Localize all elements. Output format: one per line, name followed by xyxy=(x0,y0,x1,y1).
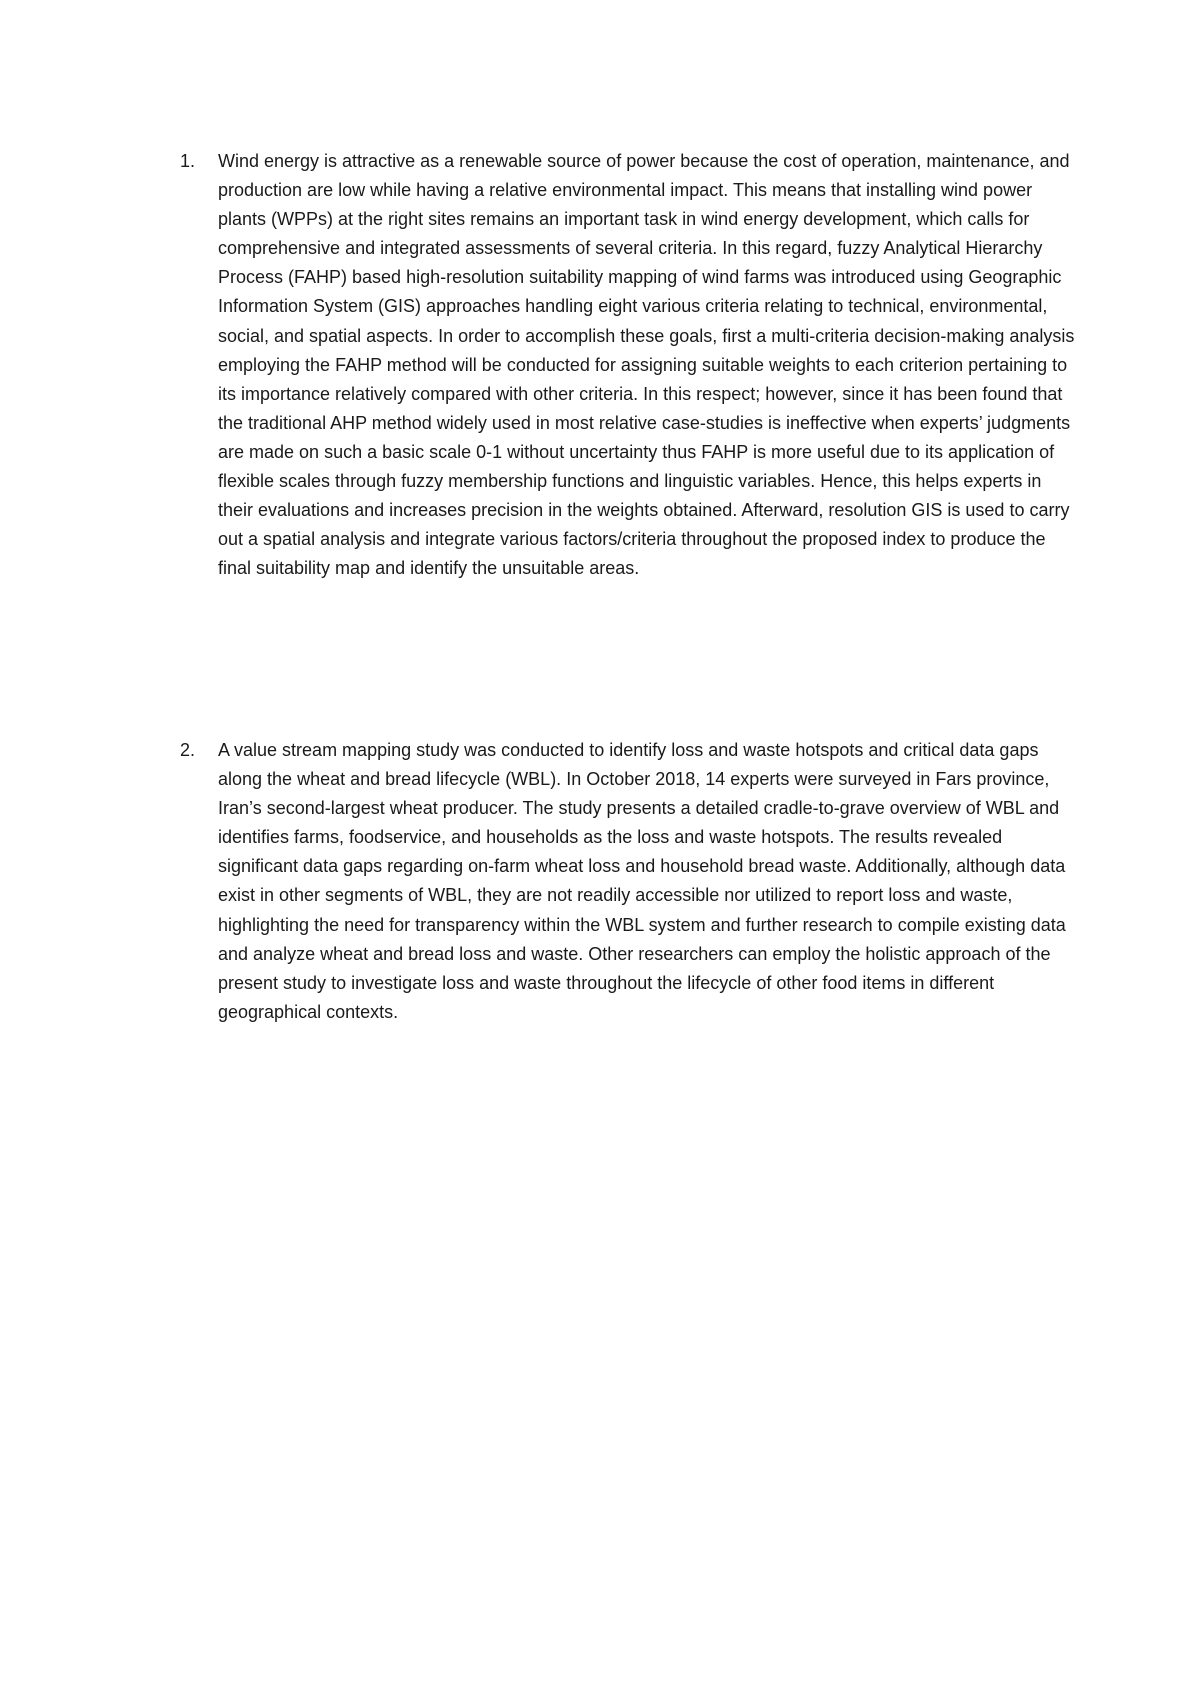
numbered-list xyxy=(180,147,1080,583)
list-item-number: 2. xyxy=(180,740,196,760)
numbered-list xyxy=(180,736,1080,1027)
list-item-text: Wind energy is attractive as a renewable source of power because the cost of operation, maintenance, and production are low while having a relative environmental impact. This means that installing wind power plants (WPPs) at the right sites remains an important task in wind energy development, which calls for comprehensive and integrated assessments of several criteria. In this regard, fuzzy Analytical Hierarchy Process (FAHP) based high-resolution suitability mapping of wind farms was introduced using Geographic Information System (GIS) approaches handling eight various criteria relating to technical, environmental, social, and spatial aspects. In order to accomplish these goals, first a multi-criteria decision-making analysis employing the FAHP method will be conducted for assigning suitable weights to each criterion pertaining to its importance relatively compared with other criteria. In this respect; however, since it has been found that the traditional AHP method widely used in most relative case-studies is ineffective when experts’ judgments are made on such a basic scale 0-1 without uncertainty thus FAHP is more useful due to its application of flexible scales through fuzzy membership functions and linguistic variables. Hence, this helps experts in their evaluations and increases precision in the weights obtained. Afterward, resolution GIS is used to carry out a spatial analysis and integrate various factors/criteria throughout the proposed index to produce the final suitability map and identify the unsuitable areas. xyxy=(218,151,1075,579)
list-item-number: 1. xyxy=(180,151,196,171)
list-item xyxy=(180,736,1080,1027)
list-item xyxy=(180,147,1080,583)
list-item-text: A value stream mapping study was conducted to identify loss and waste hotspots and critical data gaps along the wheat and bread lifecycle (WBL). In October 2018, 14 experts were surveyed in Fars province, Iran’s second-largest wheat producer. The study presents a detailed cradle-to-grave overview of WBL and identifies farms, foodservice, and households as the loss and waste hotspots. The results revealed significant data gaps regarding on-farm wheat loss and household bread waste. Additionally, although data exist in other segments of WBL, they are not readily accessible nor utilized to report loss and waste, highlighting the need for transparency within the WBL system and further research to compile existing data and analyze wheat and bread loss and waste. Other researchers can employ the holistic approach of the present study to investigate loss and waste throughout the lifecycle of other food items in different geographical contexts. xyxy=(218,740,1066,1022)
